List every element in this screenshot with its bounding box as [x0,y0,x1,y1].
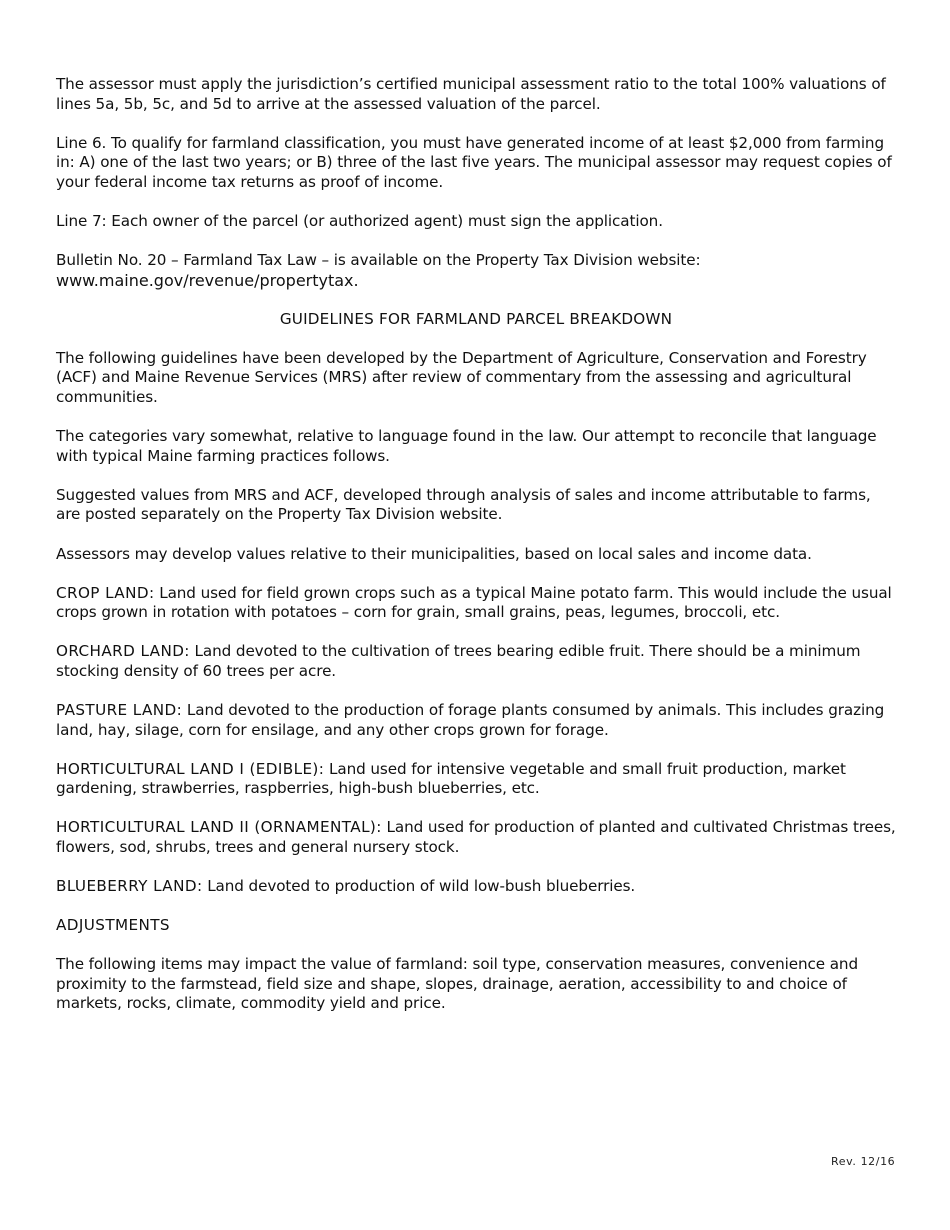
guidelines-heading: GUIDELINES FOR FARMLAND PARCEL BREAKDOWN [279,309,673,328]
horticultural-land-2-label: HORTICULTURAL LAND II (ORNAMENTAL): [56,818,382,837]
bulletin-paragraph: Bulletin No. 20 – Farmland Tax Law – is available on the Property Tax Division website: [56,251,701,270]
line-6-paragraph: Line 6. To qualify for farmland classification, you must have generated income of at least $2,000 from farming in: A) one of the last two years; or B) three of the last five years. The municipal assessor may request copies of your federal income tax returns as proof of income. [56,133,892,191]
categories-paragraph: The categories vary somewhat, relative to language found in the law. Our attempt to reconcile that language with typical Maine farming practices follows. [56,427,877,465]
blueberry-land-text: Land devoted to production of wild low-bush blueberries. [202,877,636,896]
crop-land-text: Land used for field grown crops such as a typical Maine potato farm. This would include the usual crops grown in rotation with potatoes – corn for grain, small grains, peas, legumes, broccoli, etc. [56,583,892,622]
adjustments-heading: ADJUSTMENTS [56,916,170,935]
adjustments-paragraph: The following items may impact the value of farmland: soil type, conservation measures, convenience and proximity to the farmstead, field size and shape, slopes, drainage, aeration, accessibility to and choice of markets, rocks, climate, commodity yield and price. [56,955,858,1013]
assessors-paragraph: Assessors may develop values relative to their municipalities, based on local sales and income data. [56,544,812,563]
horticultural-land-1-paragraph [56,760,896,799]
orchard-land-label: ORCHARD LAND: [56,642,190,661]
blueberry-land-paragraph [56,877,896,897]
orchard-land-paragraph [56,642,896,681]
crop-land-paragraph [56,584,896,623]
pasture-land-text: Land devoted to the production of forage plants consumed by animals. This includes grazing land, hay, silage, corn for ensilage, and any other crops grown for forage. [56,700,885,739]
horticultural-land-2-text: Land used for production of planted and cultivated Christmas trees, flowers, sod, shrubs, trees and general nursery stock. [56,818,896,856]
horticultural-land-1-text: Land used for intensive vegetable and small fruit production, market gardening, strawberries, raspberries, high-bush blueberries, etc. [56,759,846,798]
orchard-land-text: Land devoted to the cultivation of trees bearing edible fruit. There should be a minimum stocking density of 60 trees per acre. [56,642,861,680]
suggested-values-paragraph: Suggested values from MRS and ACF, developed through analysis of sales and income attributable to farms, are posted separately on the Property Tax Division website. [56,485,871,524]
horticultural-land-2-paragraph [56,818,896,857]
blueberry-land-label: BLUEBERRY LAND: [56,877,203,896]
property-tax-url: www.maine.gov/revenue/propertytax. [56,270,359,290]
revision-label: Rev. 12/16 [831,1155,896,1168]
guidelines-intro-paragraph: The following guidelines have been developed by the Department of Agriculture, Conservation and Forestry (ACF) and Maine Revenue Services (MRS) after review of commentary from the assessing and agricultural communities. [56,348,867,407]
pasture-land-label: PASTURE LAND: [56,700,183,719]
document-page [56,75,896,1034]
pasture-land-paragraph [56,701,896,740]
crop-land-label: CROP LAND: [56,583,155,602]
horticultural-land-1-label: HORTICULTURAL LAND I (EDIBLE): [56,759,325,778]
assessor-ratio-paragraph: The assessor must apply the jurisdiction’s certified municipal assessment ratio to the total 100% valuations of lines 5a, 5b, 5c, and 5d to arrive at the assessed valuation of the parcel. [56,75,886,113]
line-7-paragraph: Line 7: Each owner of the parcel (or authorized agent) must sign the application. [56,211,663,230]
